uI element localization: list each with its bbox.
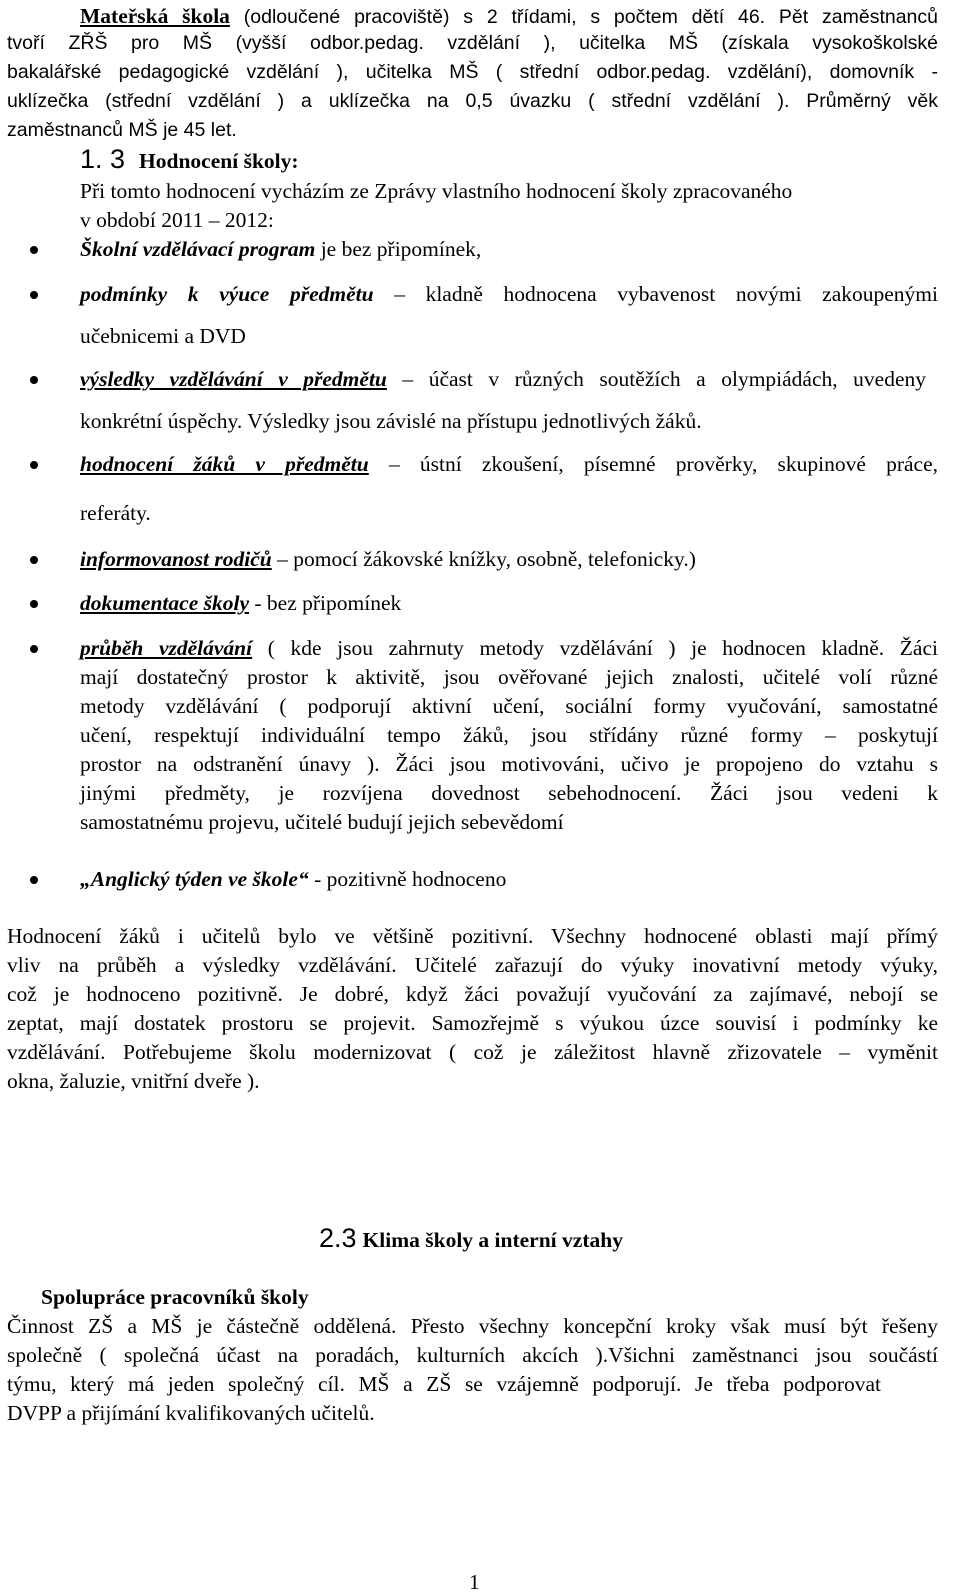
section-2-3-line-1: Činnost ZŠ a MŠ je částečně oddělená. Přesto všechny koncepční kroky však musí být řešeny xyxy=(7,1314,938,1338)
bullet-3-line-1 xyxy=(80,369,926,391)
bullet-7-line-2: mají dostatečný prostor k aktivitě, jsou ověřované jejich znalosti, učitelé volí různé xyxy=(80,665,938,689)
bullet-term: „Anglický týden ve škole“ xyxy=(80,867,309,891)
bullet-term: dokumentace školy xyxy=(80,591,249,615)
section-intro-line-2: v období 2011 – 2012: xyxy=(80,208,274,232)
bullet-5 xyxy=(80,549,696,571)
bullet-7-line-1 xyxy=(80,638,938,660)
bullet-dot xyxy=(30,246,38,254)
bullet-term: informovanost rodičů xyxy=(80,547,272,571)
section-heading xyxy=(80,146,299,173)
bullet-4-line-2: referáty. xyxy=(80,501,151,525)
bullet-1 xyxy=(80,239,481,261)
bullet-2-line-2: učebnicemi a DVD xyxy=(80,324,246,348)
bullet-dot xyxy=(30,556,38,564)
bullet-text: - bez připomínek xyxy=(249,591,402,615)
bullet-term: průběh vzdělávání xyxy=(80,636,253,660)
intro-text: (odloučené pracoviště) s 2 třídami, s počtem dětí 46. Pět zaměstnanců xyxy=(229,6,938,28)
bullet-term: výsledky vzdělávání v předmětu xyxy=(80,367,387,391)
bullet-dot xyxy=(30,876,38,884)
bullet-3-line-2: konkrétní úspěchy. Výsledky jsou závislé na přístupu jednotlivých žáků. xyxy=(80,409,702,433)
bullet-dot xyxy=(30,600,38,608)
section-2-3-heading xyxy=(319,1225,623,1252)
subheading: Spolupráce pracovníků školy xyxy=(41,1285,309,1309)
bullet-text: – kladně hodnocena vybavenost novými zakoupenými xyxy=(373,282,938,306)
bullet-term: hodnocení žáků v předmětu xyxy=(80,452,369,476)
section-title: Klima školy a interní vztahy xyxy=(362,1228,623,1252)
bullet-7-line-3: metody vzdělávání ( podporují aktivní učení, sociální formy vyučování, samostatné xyxy=(80,694,938,718)
bullet-6 xyxy=(80,593,401,615)
section-2-3-line-4: DVPP a přijímání kvalifikovaných učitelů. xyxy=(7,1401,375,1425)
intro-line-3: bakalářské pedagogické vzdělání ), učitelka MŠ ( střední odbor.pedag. vzdělání), domovník - xyxy=(7,61,938,83)
summary-line-4: zeptat, mají dostatek prostoru se projevit. Samozřejmě s výukou úzce souvisí i podmínky ke xyxy=(7,1011,938,1035)
section-2-3-line-3: týmu, který má jeden společný cíl. MŠ a ZŠ se vzájemně podporují. Je třeba podporovat xyxy=(7,1372,881,1396)
bullet-text: je bez připomínek, xyxy=(315,237,482,261)
bullet-text: - pozitivně hodnoceno xyxy=(308,867,507,891)
section-number: 2.3 xyxy=(319,1223,357,1253)
bullet-8 xyxy=(80,869,506,891)
bullet-7-line-6: jinými předměty, je rozvíjena dovednost sebehodnocení. Žáci jsou vedeni k xyxy=(80,781,938,805)
intro-bold: Mateřská škola xyxy=(80,4,230,28)
section-intro-line-1: Při tomto hodnocení vycházím ze Zprávy vlastního hodnocení školy zpracovaného xyxy=(80,179,793,203)
bullet-dot xyxy=(30,461,38,469)
bullet-2-line-1 xyxy=(80,284,938,306)
bullet-4-line-1 xyxy=(80,454,938,476)
intro-line-2: tvoří ZŘŠ pro MŠ (vyšší odbor.pedag. vzdělání ), učitelka MŠ (získala vysokoškolské xyxy=(7,32,938,54)
bullet-text: – pomocí žákovské knížky, osobně, telefonicky.) xyxy=(271,547,696,571)
section-number: 1. 3 xyxy=(80,144,126,174)
summary-line-3: což je hodnoceno pozitivně. Je dobré, když žáci považují vyučování za zajímavé, nebojí se xyxy=(7,982,938,1006)
summary-line-2: vliv na průběh a výsledky vzdělávání. Učitelé zařazují do výuky inovativní metody výuky, xyxy=(7,953,938,977)
summary-line-1: Hodnocení žáků i učitelů bylo ve většině pozitivní. Všechny hodnocené oblasti mají přímý xyxy=(7,924,938,948)
bullet-term: Školní vzdělávací program xyxy=(80,237,316,261)
bullet-dot xyxy=(30,645,38,653)
bullet-text: – ústní zkoušení, písemné prověrky, skupinové práce, xyxy=(368,452,939,476)
bullet-term: podmínky k výuce předmětu xyxy=(80,282,374,306)
summary-line-6: okna, žaluzie, vnitřní dveře ). xyxy=(7,1069,260,1093)
bullet-7-line-7: samostatnému projevu, učitelé budují jejich sebevědomí xyxy=(80,810,564,834)
intro-line-4: uklízečka (střední vzdělání ) a uklízečka na 0,5 úvazku ( střední vzdělání ). Průměrný věk xyxy=(7,90,938,112)
bullet-text: ( kde jsou zahrnuty metody vzdělávání ) je hodnocen kladně. Žáci xyxy=(252,636,938,660)
page-number: 1 xyxy=(469,1570,480,1594)
intro-line-1 xyxy=(80,6,938,28)
bullet-dot xyxy=(30,376,38,384)
bullet-text: – účast v různých soutěžích a olympiádách, uvedeny xyxy=(386,367,926,391)
bullet-7-line-4: učení, respektují individuální tempo žáků, jsou střídány různé formy – poskytují xyxy=(80,723,938,747)
summary-line-5: vzdělávání. Potřebujeme školu modernizovat ( což je záležitost hlavně zřizovatele – vyměnit xyxy=(7,1040,938,1064)
bullet-7-line-5: prostor na odstranění únavy ). Žáci jsou motivováni, učivo je propojeno do vztahu s xyxy=(80,752,938,776)
section-title: Hodnocení školy: xyxy=(139,149,299,173)
bullet-dot xyxy=(30,291,38,299)
intro-line-5: zaměstnanců MŠ je 45 let. xyxy=(7,119,237,141)
section-2-3-line-2: společně ( společná účast na poradách, kulturních akcích ).Všichni zaměstnanci jsou součástí xyxy=(7,1343,938,1367)
